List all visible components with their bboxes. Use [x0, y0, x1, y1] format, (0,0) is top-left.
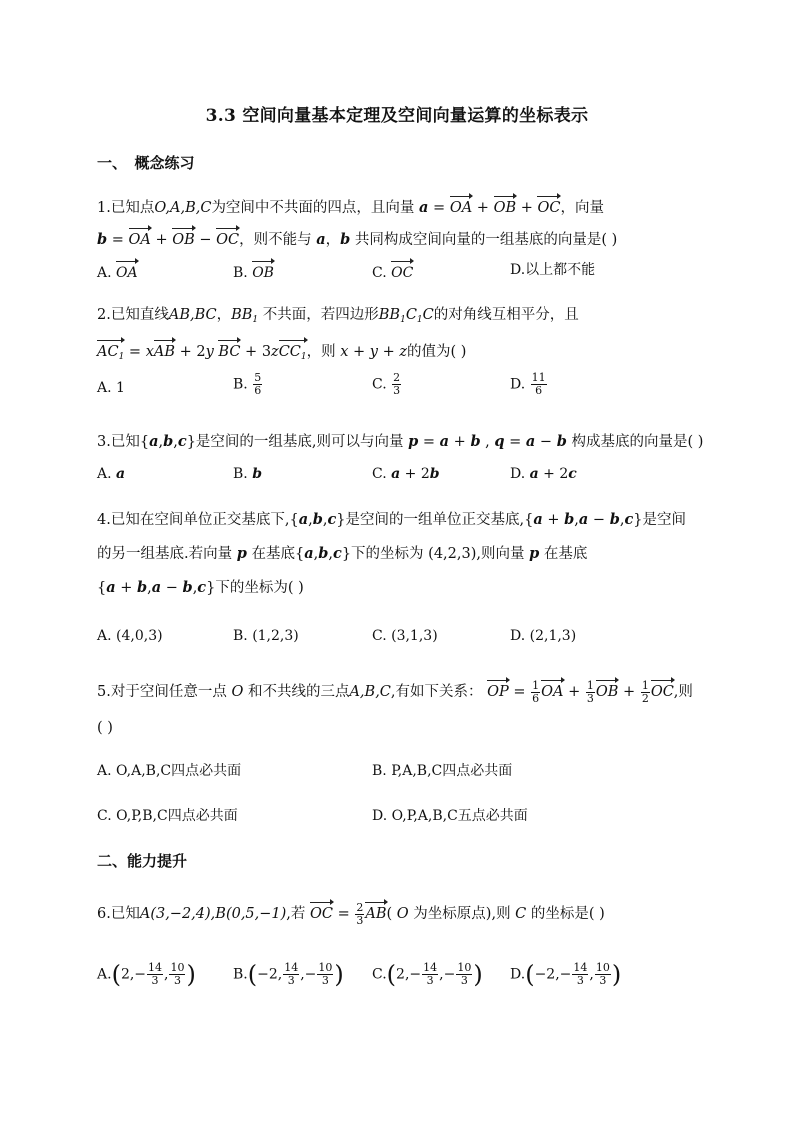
question-3-option-a[interactable]: A. a — [97, 466, 126, 482]
question-4-option-b[interactable]: B. (1,2,3) — [233, 628, 299, 644]
question-3-option-c[interactable]: C. a + 2b — [372, 466, 440, 482]
question-6-line-1: 6.已知A(3,−2,4),B(0,5,−1),若 OC = $\frac{2}{3}$ AB( O 为坐标原点),则 C 的坐标是( ) — [97, 900, 605, 927]
question-2-option-d[interactable]: D. $\frac{11}{6}$ — [510, 371, 546, 397]
question-2-option-a[interactable]: A. 1 — [97, 380, 125, 396]
question-5-option-c[interactable]: C. O,P,B,C四点必共面 — [97, 808, 238, 824]
question-6-option-a[interactable]: A.(2,− $\frac{14}{3}$ , $\frac{10}{3}$ ) — [97, 960, 196, 989]
question-1-line-2: b = OA + OB − OC，则不能与 a，b 共同构成空间向量的一组基底的向量是( ) — [97, 227, 617, 250]
question-6-option-c[interactable]: C.(2,− $\frac{14}{3}$ ,− $\frac{10}{3}$ ) — [372, 960, 483, 989]
question-1-option-d[interactable]: D.以上都不能 — [510, 262, 596, 278]
question-4-option-c[interactable]: C. (3,1,3) — [372, 628, 438, 644]
question-1-option-a[interactable]: A. OA — [97, 260, 138, 283]
question-4-option-d[interactable]: D. (2,1,3) — [510, 628, 577, 644]
question-4-line-3: {a + b,a − b,c}下的坐标为( ) — [97, 579, 304, 596]
question-3-line-1: 3.已知{a,b,c}是空间的一组基底,则可以与向量 p = a + b , q = a − b 构成基底的向量是( ) — [97, 433, 704, 450]
question-6-option-b[interactable]: B.(−2, $\frac{14}{3}$ ,− $\frac{10}{3}$ ) — [233, 960, 344, 989]
section-heading-concepts: 一、 概念练习 — [97, 154, 195, 172]
page-title: 3.3 空间向量基本定理及空间向量运算的坐标表示 — [205, 106, 589, 126]
question-4-line-2: 的另一组基底.若向量 p 在基底{a,b,c}下的坐标为 (4,2,3),则向量 p 在基底 — [97, 545, 588, 562]
question-5-option-d[interactable]: D. O,P,A,B,C五点必共面 — [372, 808, 528, 824]
question-6-option-d[interactable]: D.(−2,− $\frac{14}{3}$ , $\frac{10}{3}$ ) — [510, 960, 622, 989]
question-5-line-2: ( ) — [97, 720, 113, 736]
question-3-option-d[interactable]: D. a + 2c — [510, 466, 577, 482]
question-5-option-b[interactable]: B. P,A,B,C四点必共面 — [372, 763, 513, 779]
question-1-option-c[interactable]: C. OC — [372, 260, 413, 283]
question-3-option-b[interactable]: B. b — [233, 466, 262, 482]
question-2-option-b[interactable]: B. $\frac{5}{6}$ — [233, 371, 262, 397]
question-2-line-1: 2.已知直线AB,BC，$BB_1$ 不共面，若四边形$BB_1C_1C$的对角线互相平分，且 — [97, 307, 579, 325]
question-4-line-1: 4.已知在空间单位正交基底下,{a,b,c}是空间的一组单位正交基底,{a + b,a − b,c}是空间 — [97, 511, 687, 528]
question-4-option-a[interactable]: A. (4,0,3) — [97, 628, 163, 644]
question-2-line-2: $AC_1$ = xAB + 2y BC + 3zCC$_1$，则 x + y + z的值为( ) — [97, 339, 466, 367]
question-5-line-1: 5.对于空间任意一点 O 和不共线的三点A,B,C,有如下关系： OP = $\frac{1}{6}$ OA + $\frac{1}{3}$ OB + $\frac{1}{2}$ OC,则 — [97, 678, 693, 705]
question-1-line-1: 1.已知点O,A,B,C为空间中不共面的四点，且向量 a = OA + OB + OC，向量 — [97, 195, 604, 218]
question-1-option-b[interactable]: B. OB — [233, 260, 274, 283]
section-heading-advanced: 二、能力提升 — [97, 852, 188, 870]
question-2-option-c[interactable]: C. $\frac{2}{3}$ — [372, 371, 401, 397]
question-5-option-a[interactable]: A. O,A,B,C四点必共面 — [97, 763, 242, 779]
